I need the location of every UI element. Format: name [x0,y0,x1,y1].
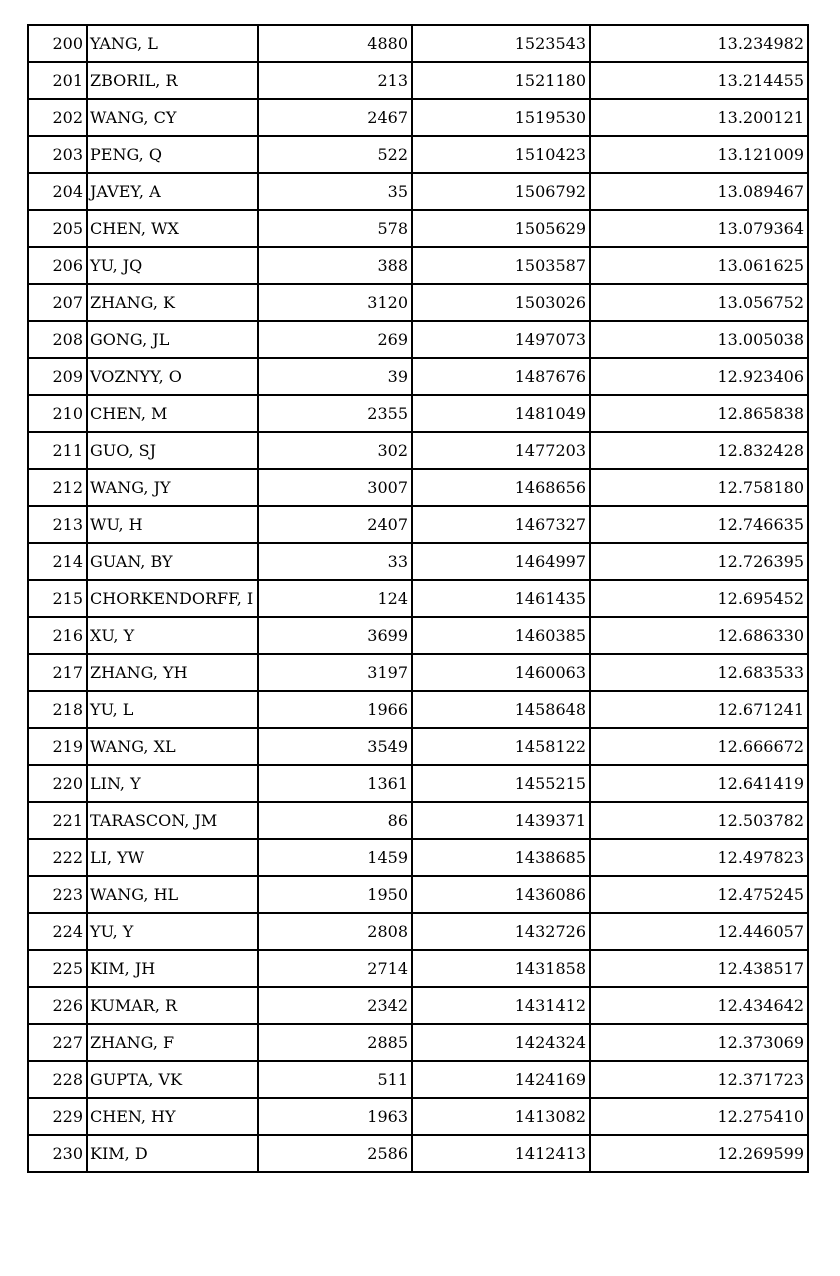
author-name-cell: ZBORIL, R [87,62,258,99]
score-cell: 12.641419 [590,765,808,802]
author-name-cell: GUAN, BY [87,543,258,580]
paper-count-cell: 269 [258,321,412,358]
paper-count-cell: 578 [258,210,412,247]
rank-cell: 224 [28,913,87,950]
table-row [28,543,808,580]
score-cell: 12.275410 [590,1098,808,1135]
score-cell: 12.726395 [590,543,808,580]
author-name-cell: XU, Y [87,617,258,654]
score-cell: 12.746635 [590,506,808,543]
rank-cell: 207 [28,284,87,321]
rank-cell: 221 [28,802,87,839]
rank-cell: 214 [28,543,87,580]
author-name-cell: YANG, L [87,25,258,62]
author-name-cell: KIM, JH [87,950,258,987]
score-cell: 12.683533 [590,654,808,691]
author-name-cell: LIN, Y [87,765,258,802]
table-row [28,284,808,321]
citation-count-cell: 1455215 [412,765,590,802]
rank-cell: 222 [28,839,87,876]
table-row [28,469,808,506]
table-row [28,173,808,210]
table-row [28,358,808,395]
paper-count-cell: 213 [258,62,412,99]
rank-cell: 218 [28,691,87,728]
citation-count-cell: 1458122 [412,728,590,765]
author-name-cell: GUO, SJ [87,432,258,469]
citation-count-cell: 1505629 [412,210,590,247]
citation-count-cell: 1468656 [412,469,590,506]
author-name-cell: WANG, CY [87,99,258,136]
author-name-cell: ZHANG, YH [87,654,258,691]
rank-cell: 220 [28,765,87,802]
author-name-cell: JAVEY, A [87,173,258,210]
rank-cell: 212 [28,469,87,506]
citation-count-cell: 1436086 [412,876,590,913]
table-row [28,876,808,913]
table-row [28,136,808,173]
score-cell: 12.269599 [590,1135,808,1172]
score-cell: 12.434642 [590,987,808,1024]
score-cell: 12.671241 [590,691,808,728]
author-name-cell: CHORKENDORFF, I [87,580,258,617]
rank-cell: 223 [28,876,87,913]
citation-count-cell: 1523543 [412,25,590,62]
table-row [28,987,808,1024]
rank-cell: 208 [28,321,87,358]
paper-count-cell: 522 [258,136,412,173]
paper-count-cell: 2407 [258,506,412,543]
table-row [28,839,808,876]
table-row [28,1098,808,1135]
paper-count-cell: 1950 [258,876,412,913]
rank-cell: 210 [28,395,87,432]
table-row [28,1024,808,1061]
score-cell: 12.446057 [590,913,808,950]
score-cell: 13.234982 [590,25,808,62]
score-cell: 12.758180 [590,469,808,506]
table-row [28,617,808,654]
paper-count-cell: 2342 [258,987,412,1024]
table-row [28,802,808,839]
author-name-cell: LI, YW [87,839,258,876]
citation-count-cell: 1460385 [412,617,590,654]
rank-cell: 228 [28,1061,87,1098]
paper-count-cell: 3699 [258,617,412,654]
paper-count-cell: 3549 [258,728,412,765]
author-name-cell: GUPTA, VK [87,1061,258,1098]
paper-count-cell: 4880 [258,25,412,62]
score-cell: 12.865838 [590,395,808,432]
score-cell: 12.371723 [590,1061,808,1098]
table-row [28,321,808,358]
citation-count-cell: 1413082 [412,1098,590,1135]
rank-cell: 202 [28,99,87,136]
rank-cell: 215 [28,580,87,617]
citation-count-cell: 1481049 [412,395,590,432]
score-cell: 13.089467 [590,173,808,210]
author-name-cell: VOZNYY, O [87,358,258,395]
author-name-cell: CHEN, WX [87,210,258,247]
citation-count-cell: 1460063 [412,654,590,691]
table-row [28,62,808,99]
author-name-cell: ZHANG, F [87,1024,258,1061]
table-row [28,99,808,136]
citation-count-cell: 1458648 [412,691,590,728]
table-row [28,395,808,432]
table-row [28,654,808,691]
rank-cell: 229 [28,1098,87,1135]
author-name-cell: WANG, HL [87,876,258,913]
score-cell: 12.695452 [590,580,808,617]
author-name-cell: YU, L [87,691,258,728]
paper-count-cell: 86 [258,802,412,839]
score-cell: 13.214455 [590,62,808,99]
author-name-cell: TARASCON, JM [87,802,258,839]
rank-cell: 216 [28,617,87,654]
paper-count-cell: 2355 [258,395,412,432]
rank-cell: 211 [28,432,87,469]
rank-cell: 226 [28,987,87,1024]
table-row [28,432,808,469]
paper-count-cell: 2586 [258,1135,412,1172]
paper-count-cell: 124 [258,580,412,617]
citation-count-cell: 1432726 [412,913,590,950]
table-row [28,765,808,802]
author-name-cell: CHEN, HY [87,1098,258,1135]
paper-count-cell: 3007 [258,469,412,506]
citation-count-cell: 1487676 [412,358,590,395]
table-row [28,913,808,950]
score-cell: 13.056752 [590,284,808,321]
score-cell: 12.475245 [590,876,808,913]
citation-count-cell: 1467327 [412,506,590,543]
citation-count-cell: 1461435 [412,580,590,617]
table-row [28,1135,808,1172]
rank-cell: 201 [28,62,87,99]
rank-cell: 217 [28,654,87,691]
paper-count-cell: 3120 [258,284,412,321]
ranking-table [27,24,809,1173]
score-cell: 12.923406 [590,358,808,395]
score-cell: 12.832428 [590,432,808,469]
score-cell: 13.121009 [590,136,808,173]
author-name-cell: YU, JQ [87,247,258,284]
rank-cell: 213 [28,506,87,543]
citation-count-cell: 1439371 [412,802,590,839]
citation-count-cell: 1431858 [412,950,590,987]
citation-count-cell: 1503587 [412,247,590,284]
rank-cell: 227 [28,1024,87,1061]
paper-count-cell: 35 [258,173,412,210]
citation-count-cell: 1438685 [412,839,590,876]
paper-count-cell: 33 [258,543,412,580]
citation-count-cell: 1424169 [412,1061,590,1098]
rank-cell: 225 [28,950,87,987]
citation-count-cell: 1521180 [412,62,590,99]
score-cell: 12.438517 [590,950,808,987]
table-row [28,691,808,728]
score-cell: 13.061625 [590,247,808,284]
citation-count-cell: 1519530 [412,99,590,136]
author-name-cell: YU, Y [87,913,258,950]
rank-cell: 204 [28,173,87,210]
paper-count-cell: 2467 [258,99,412,136]
table-row [28,506,808,543]
paper-count-cell: 302 [258,432,412,469]
score-cell: 12.503782 [590,802,808,839]
table-row [28,210,808,247]
rank-cell: 209 [28,358,87,395]
table-row [28,1061,808,1098]
score-cell: 13.005038 [590,321,808,358]
author-name-cell: GONG, JL [87,321,258,358]
paper-count-cell: 3197 [258,654,412,691]
citation-count-cell: 1412413 [412,1135,590,1172]
paper-count-cell: 39 [258,358,412,395]
citation-count-cell: 1424324 [412,1024,590,1061]
paper-count-cell: 1459 [258,839,412,876]
citation-count-cell: 1503026 [412,284,590,321]
paper-count-cell: 2808 [258,913,412,950]
citation-count-cell: 1506792 [412,173,590,210]
table-row [28,950,808,987]
paper-count-cell: 1963 [258,1098,412,1135]
rank-cell: 230 [28,1135,87,1172]
citation-count-cell: 1464997 [412,543,590,580]
author-name-cell: PENG, Q [87,136,258,173]
author-name-cell: ZHANG, K [87,284,258,321]
rank-cell: 206 [28,247,87,284]
paper-count-cell: 511 [258,1061,412,1098]
paper-count-cell: 1361 [258,765,412,802]
author-name-cell: KUMAR, R [87,987,258,1024]
rank-cell: 200 [28,25,87,62]
score-cell: 12.497823 [590,839,808,876]
paper-count-cell: 2714 [258,950,412,987]
score-cell: 12.373069 [590,1024,808,1061]
rank-cell: 219 [28,728,87,765]
score-cell: 12.686330 [590,617,808,654]
citation-count-cell: 1431412 [412,987,590,1024]
table-row [28,728,808,765]
paper-count-cell: 388 [258,247,412,284]
author-name-cell: WANG, JY [87,469,258,506]
table-row [28,247,808,284]
score-cell: 13.079364 [590,210,808,247]
author-name-cell: KIM, D [87,1135,258,1172]
score-cell: 12.666672 [590,728,808,765]
table-row [28,25,808,62]
paper-count-cell: 2885 [258,1024,412,1061]
citation-count-cell: 1510423 [412,136,590,173]
rank-cell: 205 [28,210,87,247]
score-cell: 13.200121 [590,99,808,136]
citation-count-cell: 1497073 [412,321,590,358]
table-row [28,580,808,617]
citation-count-cell: 1477203 [412,432,590,469]
ranking-table-body [28,25,808,1172]
author-name-cell: WU, H [87,506,258,543]
rank-cell: 203 [28,136,87,173]
paper-count-cell: 1966 [258,691,412,728]
author-name-cell: WANG, XL [87,728,258,765]
author-name-cell: CHEN, M [87,395,258,432]
